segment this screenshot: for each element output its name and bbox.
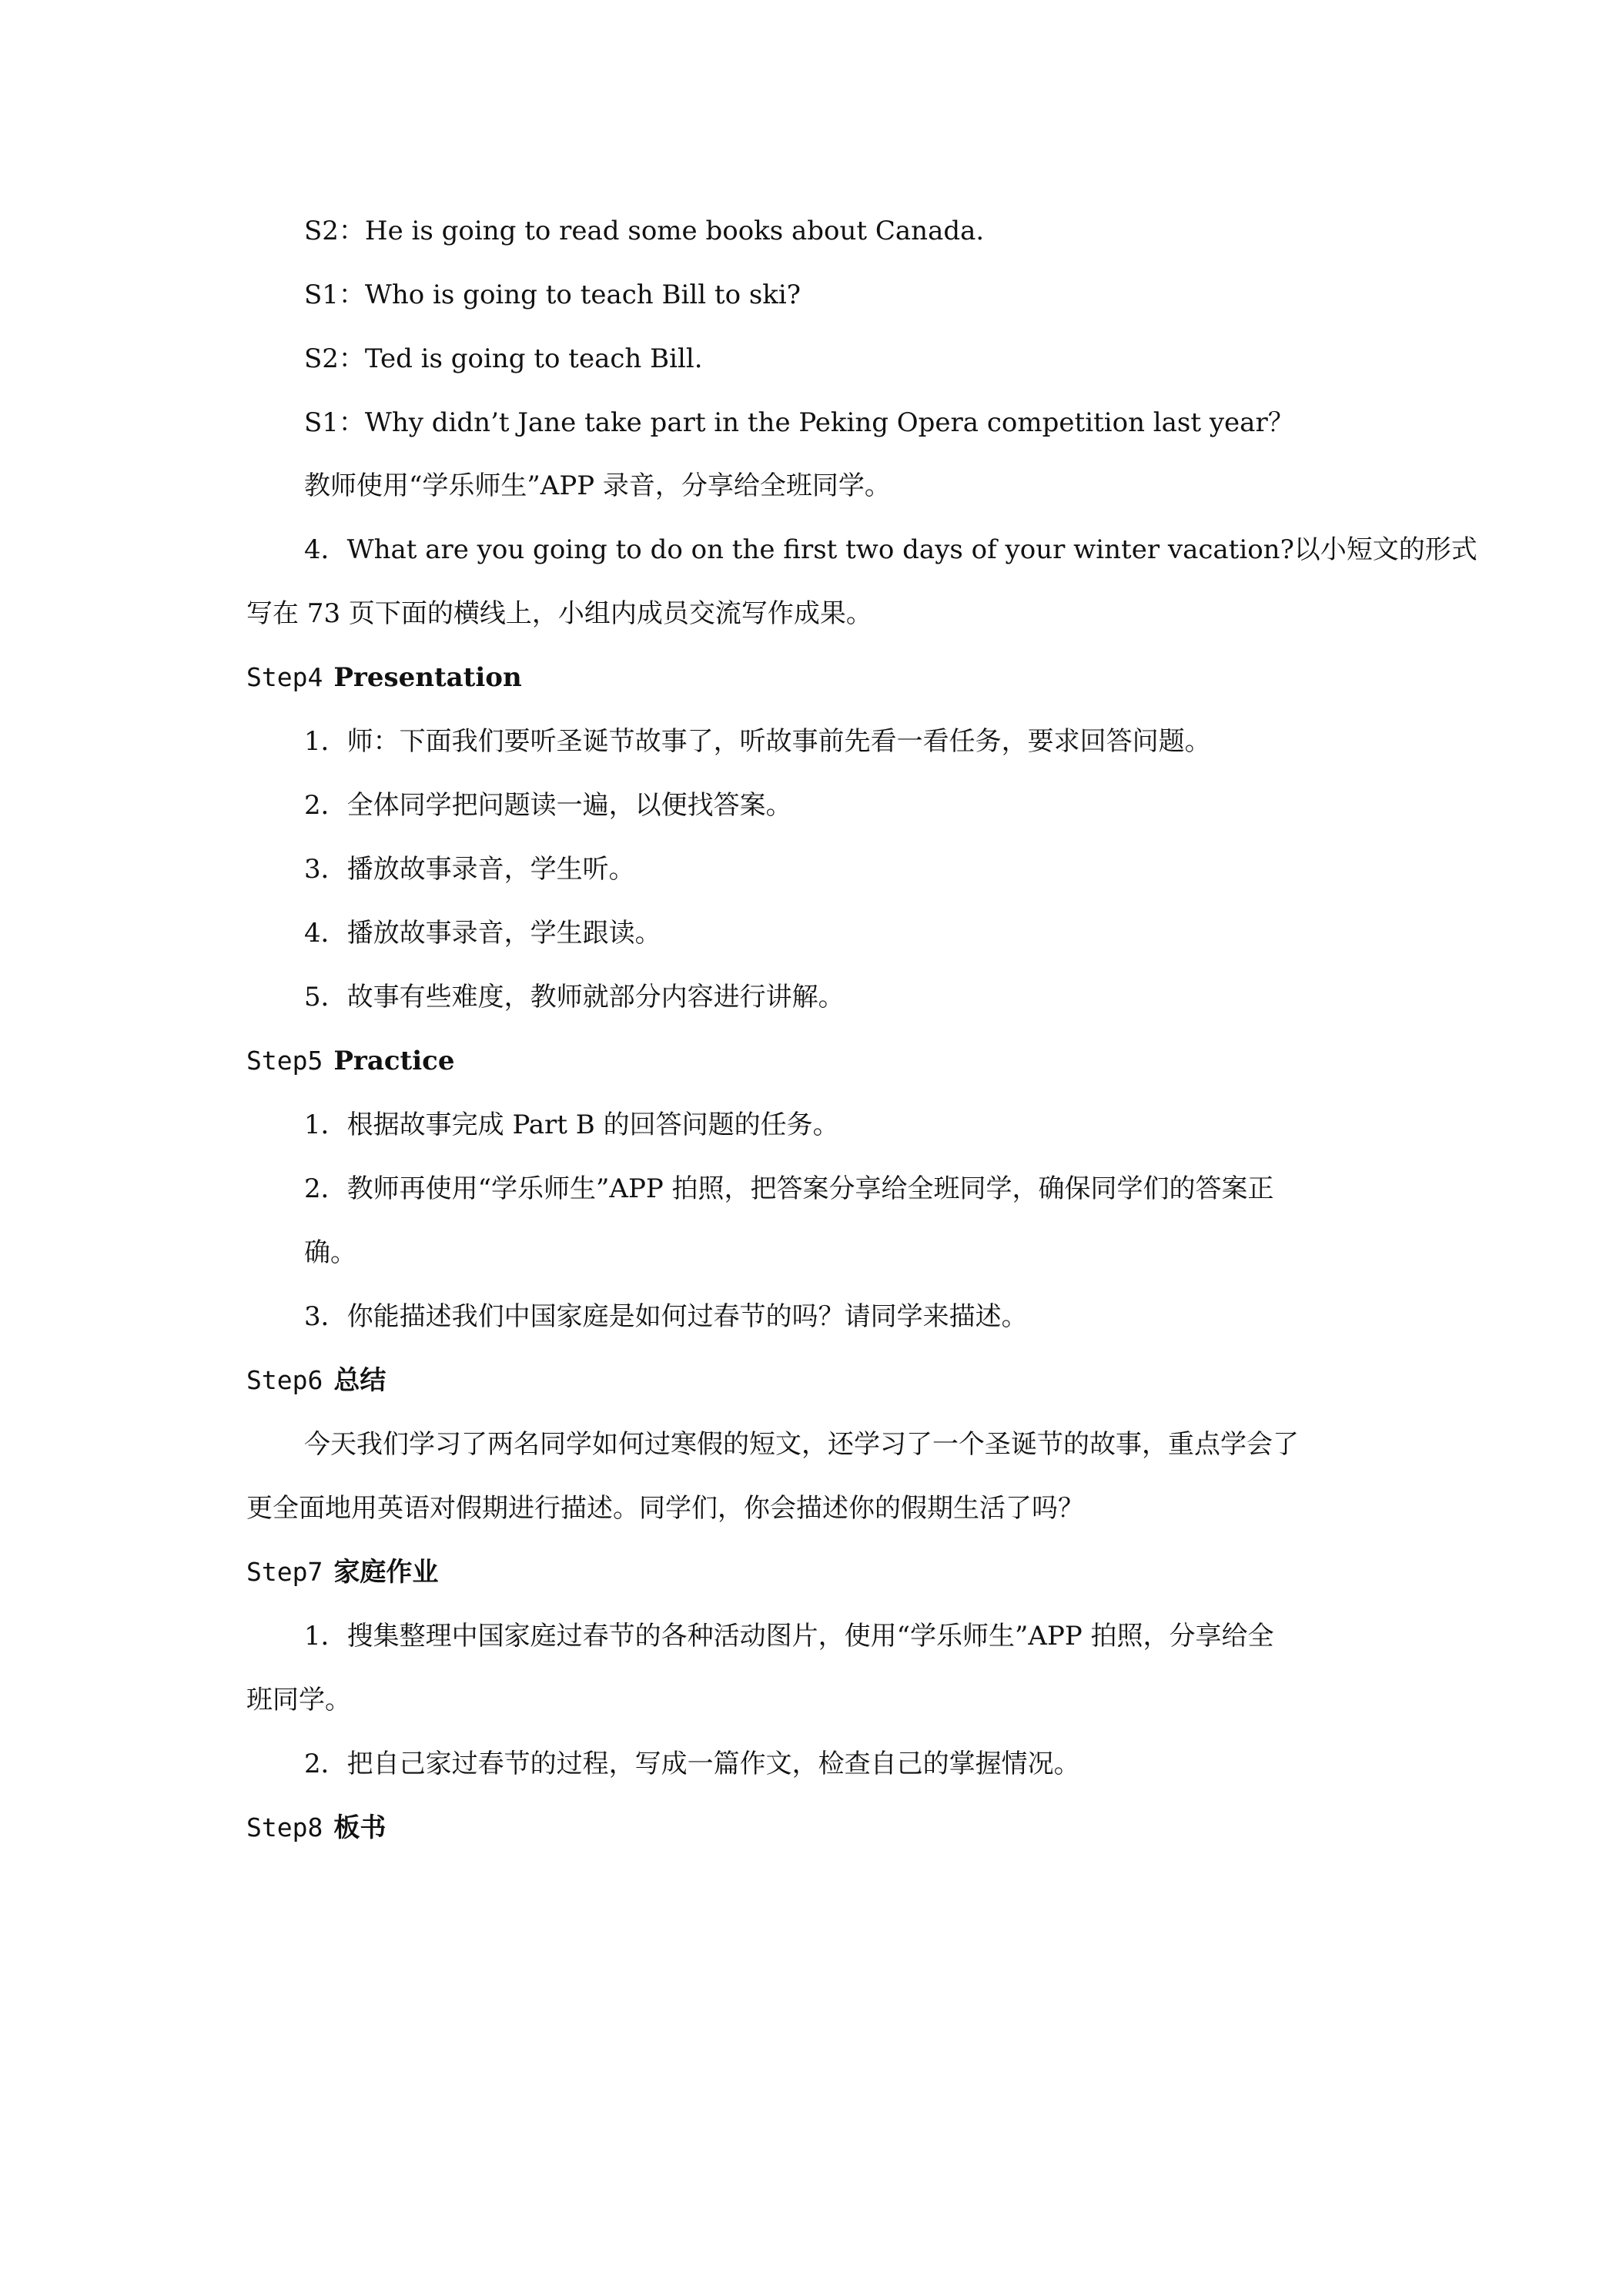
step5-heading: [246, 1043, 455, 1079]
step6-label: Step6: [246, 1365, 323, 1395]
step6-heading: [246, 1362, 386, 1399]
step7-item-2: 2．把自己家过春节的过程，写成一篇作文，检查自己的掌握情况。: [304, 1749, 1080, 1779]
step5-item-1: 1．根据故事完成 Part B 的回答问题的任务。: [304, 1110, 839, 1140]
dialogue-line-3: S2：Ted is going to teach Bill.: [304, 343, 703, 374]
dialogue-line-1: S2：He is going to read some books about Canada.: [304, 216, 985, 246]
step5-label: Step5: [246, 1046, 323, 1076]
step5-item-3: 3．你能描述我们中国家庭是如何过春节的吗？请同学来描述。: [304, 1301, 1028, 1332]
item4-line-1: 4．What are you going to do on the first two days of your winter vacation?以小短文的形式: [304, 534, 1477, 565]
dialogue-note: 教师使用“学乐师生”APP 录音，分享给全班同学。: [304, 470, 891, 501]
step4-item-4: 4．播放故事录音，学生跟读。: [304, 918, 661, 949]
step7-item-1-line-2: 班同学。: [246, 1685, 351, 1715]
step4-item-3: 3．播放故事录音，学生听。: [304, 854, 635, 885]
step4-label: Step4: [246, 662, 323, 692]
step5-item-2-line-2: 确。: [304, 1237, 356, 1268]
step7-label: Step7: [246, 1557, 323, 1587]
step4-item-1: 1．师：下面我们要听圣诞节故事了，听故事前先看一看任务，要求回答问题。: [304, 726, 1211, 757]
step6-title: 总结: [333, 1365, 387, 1396]
step4-item-5: 5．故事有些难度，教师就部分内容进行讲解。: [304, 982, 845, 1012]
step7-item-1-line-1: 1．搜集整理中国家庭过春节的各种活动图片，使用“学乐师生”APP 拍照，分享给全: [304, 1621, 1274, 1652]
step6-line-1: 今天我们学习了两名同学如何过寒假的短文，还学习了一个圣诞节的故事，重点学会了: [304, 1429, 1299, 1460]
dialogue-line-4: S1：Why didn’t Jane take part in the Peking Opera competition last year？: [304, 407, 1294, 438]
step8-heading: [246, 1809, 386, 1846]
step5-item-2-line-1: 2．教师再使用“学乐师生”APP 拍照，把答案分享给全班同学，确保同学们的答案正: [304, 1173, 1274, 1204]
step4-item-2: 2．全体同学把问题读一遍，以便找答案。: [304, 790, 792, 821]
step8-title: 板书: [333, 1812, 387, 1843]
item4-line-2: 写在 73 页下面的横线上，小组内成员交流写作成果。: [246, 598, 872, 629]
step7-title: 家庭作业: [333, 1557, 439, 1588]
step4-heading: [246, 659, 522, 696]
step5-title: Practice: [333, 1046, 455, 1076]
step6-line-2: 更全面地用英语对假期进行描述。同学们，你会描述你的假期生活了吗？: [246, 1493, 1084, 1524]
step8-label: Step8: [246, 1812, 323, 1842]
step7-heading: [246, 1554, 438, 1591]
dialogue-line-2: S1：Who is going to teach Bill to ski?: [304, 279, 801, 310]
step4-title: Presentation: [333, 662, 522, 693]
